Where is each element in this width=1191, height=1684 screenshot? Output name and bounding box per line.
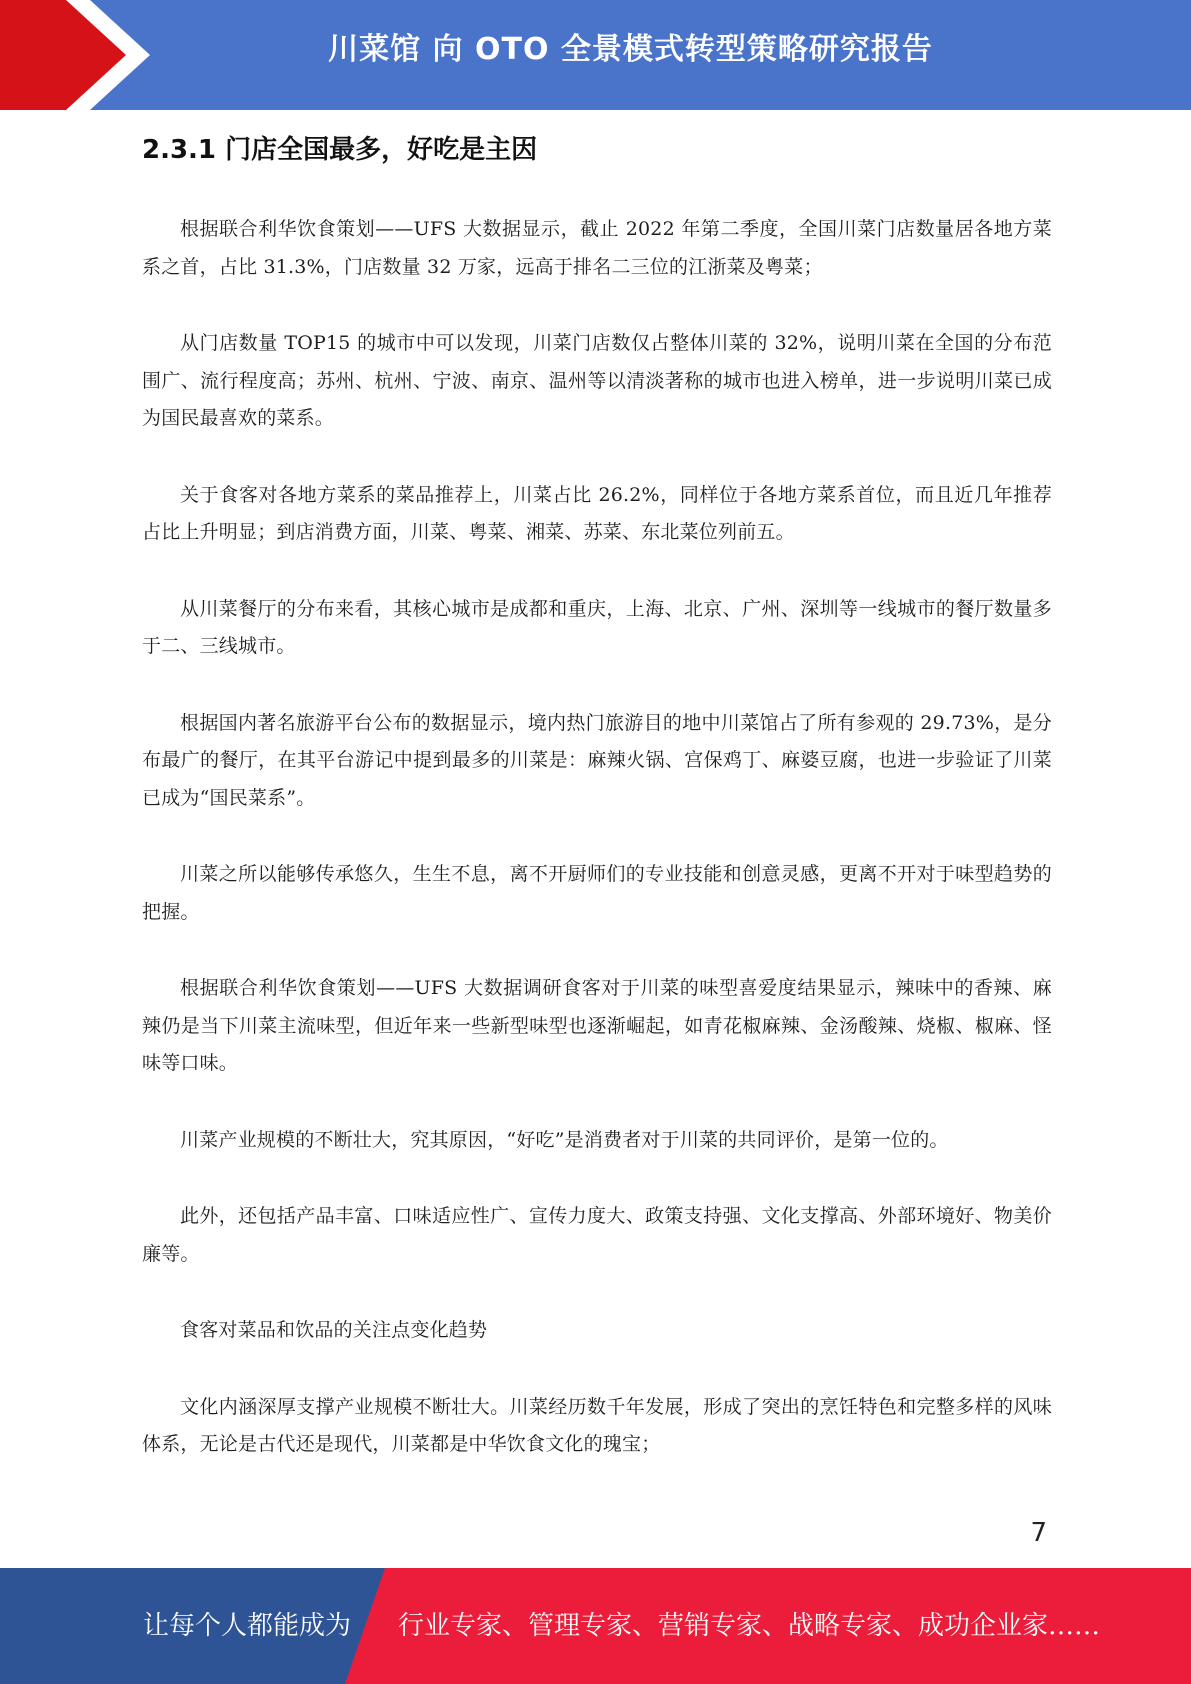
paragraph: 从门店数量 TOP15 的城市中可以发现，川菜门店数仅占整体川菜的 32%，说明川菜在全国的分布范围广、流行程度高；苏州、杭州、宁波、南京、温州等以清淡著称的城市也进入榜单，进一步说明川菜已成为国民最喜欢的菜系。 — [142, 332, 1052, 429]
footer-slogan-right: 行业专家、管理专家、营销专家、战略专家、成功企业家…… — [398, 1611, 1101, 1641]
page-number: 7 — [1030, 1518, 1047, 1548]
footer-slogan-left: 让每个人都能成为 — [143, 1611, 352, 1641]
paragraph: 食客对菜品和饮品的关注点变化趋势 — [180, 1319, 488, 1341]
paragraph: 根据联合利华饮食策划——UFS 大数据调研食客对于川菜的味型喜爱度结果显示，辣味中的香辣、麻辣仍是当下川菜主流味型，但近年来一些新型味型也逐渐崛起，如青花椒麻辣、金汤酸辣、烧椒、椒麻、怪味等口味。 — [142, 977, 1052, 1074]
paragraph: 川菜产业规模的不断壮大，究其原因，“好吃”是消费者对于川菜的共同评价，是第一位的。 — [180, 1128, 949, 1151]
paragraph: 从川菜餐厅的分布来看，其核心城市是成都和重庆，上海、北京、广州、深圳等一线城市的餐厅数量多于二、三线城市。 — [142, 597, 1052, 657]
paragraph: 关于食客对各地方菜系的菜品推荐上，川菜占比 26.2%，同样位于各地方菜系首位，而且近几年推荐占比上升明显；到店消费方面，川菜、粤菜、湘菜、苏菜、东北菜位列前五。 — [142, 483, 1052, 543]
main-content — [142, 130, 1052, 1503]
paragraph: 根据联合利华饮食策划——UFS 大数据显示，截止 2022 年第二季度，全国川菜门店数量居各地方菜系之首，占比 31.3%，门店数量 32 万家，远高于排名二三位的江浙菜及粤菜； — [142, 218, 1052, 278]
chevron-decoration — [0, 0, 140, 110]
section-heading: 2.3.1 门店全国最多，好吃是主因 — [142, 135, 538, 165]
paragraph: 川菜之所以能够传承悠久，生生不息，离不开厨师们的专业技能和创意灵感，更离不开对于味型趋势的把握。 — [142, 863, 1052, 923]
paragraph: 文化内涵深厚支撑产业规模不断壮大。川菜经历数千年发展，形成了突出的烹饪特色和完整多样的风味体系，无论是古代还是现代，川菜都是中华饮食文化的瑰宝； — [142, 1395, 1052, 1455]
paragraph: 根据国内著名旅游平台公布的数据显示，境内热门旅游目的地中川菜馆占了所有参观的 29.73%，是分布最广的餐厅，在其平台游记中提到最多的川菜是：麻辣火锅、宫保鸡丁、麻婆豆腐，也进一步验证了川菜已成为“国民菜系”。 — [142, 711, 1052, 809]
footer-banner — [0, 1568, 1191, 1684]
report-title: 川菜馆 向 OTO 全景模式转型策略研究报告 — [328, 32, 933, 67]
header-banner — [0, 0, 1191, 110]
paragraph: 此外，还包括产品丰富、口味适应性广、宣传力度大、政策支持强、文化支撑高、外部环境好、物美价廉等。 — [142, 1205, 1052, 1265]
